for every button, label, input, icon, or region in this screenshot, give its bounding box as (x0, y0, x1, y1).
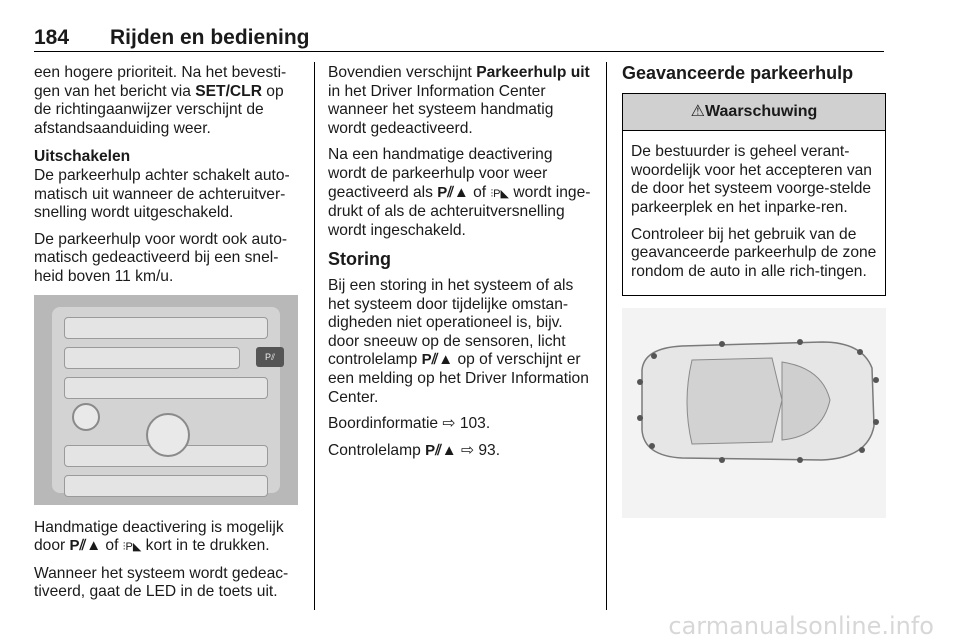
paragraph: Handmatige deactivering is mogelijk door P⫽▲ of ⫶P◣ kort in te drukken. (34, 518, 284, 555)
paragraph: een hogere prioriteit. Na het bevesti-gen van het bericht via SET/CLR op de richtingaanwijzer verschijnt de afstandsaanduiding weer. (34, 64, 287, 137)
watermark: carmanualsonline.info (668, 612, 934, 640)
warning-icon: ⚠ (690, 102, 706, 120)
small-knob (72, 403, 100, 431)
car-sensor-diagram (622, 308, 886, 518)
warning-box (622, 93, 886, 297)
rotary-knob (146, 413, 190, 457)
reference-arrow-icon: ⇨ (460, 441, 475, 459)
paragraph: Controleer bij het gebruik van de geavanceerde parkeerhulp de zone rondom de auto in alle rich-tingen. (631, 225, 877, 280)
warning-header (623, 94, 885, 132)
paragraph: Na een handmatige deactivering wordt de parkeerhulp voor weer geactiveerd als P⫽▲ of ⫶P◣ wordt inge-drukt of als de achteruitversnelling wordt ingeschakeld. (328, 146, 591, 239)
chapter-title: Rijden en bediening (110, 26, 310, 49)
warning-title: Waarschuwing (705, 102, 818, 120)
heading-storing: Storing (328, 249, 391, 270)
column-right (622, 64, 886, 518)
paragraph: De parkeerhulp voor wordt ook auto-matisch gedeactiveerd bij een snel-heid boven 11 km/u. (34, 230, 288, 285)
car-roof (687, 358, 782, 444)
column-divider (314, 62, 315, 610)
park-assist-icon: P⫽▲ (69, 537, 102, 555)
reference-arrow-icon: ⇨ (442, 415, 456, 433)
heading-geavanceerde-parkeerhulp: Geavanceerde parkeerhulp (622, 63, 854, 83)
paragraph: De parkeerhulp achter schakelt auto-matisch uit wanneer de achteruitver-snelling wordt uitgeschakeld. (34, 166, 290, 222)
subheading-uitschakelen: Uitschakelen (34, 148, 131, 166)
park-assist-small-icon: ⫶P◣ (490, 187, 509, 200)
button-row (64, 377, 268, 399)
park-assist-button-icon: P⫽ (256, 347, 284, 367)
paragraph: Bij een storing in het systeem of als het systeem door tijdelijke omstan-digheden niet operationeel is, bijv. door sneeuw op de sensoren, licht controlelamp P⫽▲ op of verschijnt er een melding op het Driver Information Center. (328, 276, 589, 406)
dashboard-photo (34, 295, 298, 505)
button-row (64, 475, 268, 497)
page-number: 184 (34, 26, 70, 49)
paragraph: De bestuurder is geheel verant-woordelijk voor het accepteren van de door het systeem voorge-stelde parkeerplek en het inparke-ren. (631, 143, 872, 216)
paragraph: Bovendien verschijnt Parkeerhulp uit in het Driver Information Center wanneer het systeem handmatig wordt gedeactiveerd. (328, 64, 590, 137)
column-divider (606, 62, 607, 610)
button-row (64, 347, 240, 369)
button-row (64, 317, 268, 339)
park-assist-icon: P⫽▲ (425, 441, 457, 459)
park-assist-icon: P⫽▲ (437, 183, 469, 201)
page-header (34, 26, 884, 52)
park-assist-small-icon: ⫶P◣ (122, 541, 142, 554)
paragraph: Wanneer het systeem wordt gedeac-tiveerd, gaat de LED in de toets uit. (34, 564, 289, 601)
parkeerhulp-uit-label: Parkeerhulp uit (476, 64, 590, 81)
column-left (34, 64, 298, 610)
cross-reference[interactable]: Controlelamp P⫽▲ ⇨ 93. (328, 441, 501, 459)
cross-reference[interactable]: Boordinformatie ⇨ 103. (328, 415, 491, 433)
park-assist-icon: P⫽▲ (421, 351, 454, 369)
car-topview-illustration (622, 308, 886, 518)
set-clr-label: SET/CLR (195, 82, 262, 100)
column-middle (328, 64, 594, 468)
warning-body (623, 131, 885, 295)
